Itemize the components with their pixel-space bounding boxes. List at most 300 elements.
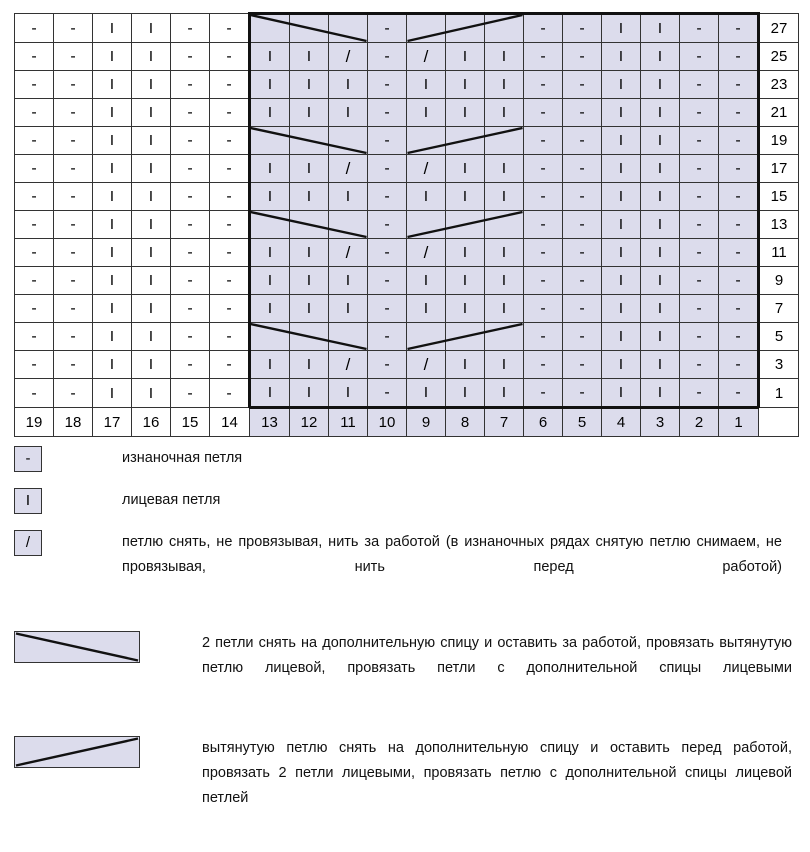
cell-purl: - [15,295,54,323]
cell-knit: I [641,379,680,408]
cell-purl: - [368,127,407,155]
cell-knit: I [250,379,290,408]
cell-cable-front [407,323,446,351]
cell-knit: I [485,71,524,99]
chart-row [15,155,799,183]
cell-knit: I [329,295,368,323]
cell-knit: I [132,239,171,267]
stitch-number: 9 [407,408,446,437]
cell-purl: - [368,351,407,379]
cell-knit: I [132,71,171,99]
cell-purl: - [719,211,759,239]
cell-purl: - [719,323,759,351]
stitch-number: 2 [680,408,719,437]
cell-knit: I [93,211,132,239]
cell-purl: - [719,267,759,295]
legend-item [14,736,796,836]
spacer [759,408,799,437]
cell-purl: - [719,71,759,99]
stitch-number: 7 [485,408,524,437]
cell-purl: - [368,379,407,408]
legend-item [14,530,796,605]
cell-slip: / [407,239,446,267]
chart-row [15,43,799,71]
cell-knit: I [641,14,680,43]
cell-knit: I [446,71,485,99]
cell-purl: - [680,71,719,99]
chart-row [15,71,799,99]
row-number: 19 [759,127,799,155]
legend-description: 2 петли снять на дополнительную спицу и оставить за работой, провязать вытянутую петлю лицевой, провязать петли с дополнительной спицы лицевыми [202,635,792,676]
cell-knit: I [93,14,132,43]
stitch-number: 12 [290,408,329,437]
cell-knit: I [290,99,329,127]
cell-knit: I [641,99,680,127]
cell-purl: - [680,295,719,323]
stitch-number: 4 [602,408,641,437]
cell-purl: - [719,239,759,267]
cell-knit: I [290,351,329,379]
cell-slip: / [329,43,368,71]
row-number: 5 [759,323,799,351]
cell-purl: - [54,183,93,211]
stitch-number: 19 [15,408,54,437]
cell-knit: I [329,99,368,127]
cell-knit: I [132,14,171,43]
cell-knit: I [250,351,290,379]
cell-knit: I [446,99,485,127]
cell-knit: I [485,99,524,127]
cell-knit: I [132,43,171,71]
cell-knit: I [329,71,368,99]
cell-purl: - [15,267,54,295]
cell-purl: - [524,127,563,155]
cell-knit: I [93,323,132,351]
cell-purl: - [54,155,93,183]
cell-purl: - [171,43,210,71]
cell-purl: - [524,295,563,323]
cell-knit: I [407,379,446,408]
row-number: 27 [759,14,799,43]
cell-knit: I [485,155,524,183]
cell-purl: - [15,351,54,379]
cell-purl: - [54,127,93,155]
chart-row [15,183,799,211]
cell-knit: I [446,267,485,295]
cell-purl: - [680,43,719,71]
cell-knit: I [485,239,524,267]
chart-legend [14,446,796,852]
cell-knit: I [407,267,446,295]
cell-purl: - [171,295,210,323]
cell-knit: I [485,295,524,323]
cell-knit: I [446,183,485,211]
cell-knit: I [602,14,641,43]
cell-knit: I [407,99,446,127]
cell-knit: I [132,379,171,408]
cell-purl: - [719,183,759,211]
cell-purl: - [15,99,54,127]
legend-symbol-slip: / [14,530,42,556]
cell-empty [290,127,329,155]
cell-purl: - [54,43,93,71]
cell-knit: I [602,267,641,295]
cell-purl: - [15,71,54,99]
cell-purl: - [524,323,563,351]
cell-purl: - [563,43,602,71]
cell-purl: - [719,295,759,323]
cell-purl: - [15,43,54,71]
cell-knit: I [641,127,680,155]
cell-knit: I [602,211,641,239]
cell-purl: - [368,211,407,239]
cell-purl: - [171,99,210,127]
cell-purl: - [15,323,54,351]
chart-row [15,379,799,408]
cell-knit: I [641,295,680,323]
cell-purl: - [171,379,210,408]
row-number: 13 [759,211,799,239]
cell-knit: I [641,155,680,183]
cell-knit: I [290,379,329,408]
cell-knit: I [132,211,171,239]
cell-purl: - [680,99,719,127]
cell-slip: / [329,155,368,183]
cell-knit: I [407,71,446,99]
cell-purl: - [368,43,407,71]
cell-purl: - [563,127,602,155]
cell-purl: - [680,267,719,295]
cell-empty [290,211,329,239]
cell-knit: I [602,239,641,267]
cell-purl: - [15,239,54,267]
cell-slip: / [407,43,446,71]
cell-knit: I [602,155,641,183]
cell-purl: - [680,379,719,408]
cell-knit: I [132,99,171,127]
cell-purl: - [524,14,563,43]
cell-purl: - [54,379,93,408]
cell-purl: - [171,71,210,99]
cell-purl: - [54,71,93,99]
cell-empty [485,211,524,239]
cell-knit: I [641,183,680,211]
cell-purl: - [368,99,407,127]
cell-knit: I [290,239,329,267]
legend-symbol-purl: - [14,446,42,472]
cell-purl: - [563,351,602,379]
cell-purl: - [524,379,563,408]
cell-purl: - [680,239,719,267]
cell-cable-back [250,211,290,239]
cell-purl: - [171,267,210,295]
cell-purl: - [368,295,407,323]
cell-knit: I [290,183,329,211]
row-number: 23 [759,71,799,99]
cell-knit: I [602,351,641,379]
cell-purl: - [15,183,54,211]
cell-knit: I [250,183,290,211]
legend-item [14,631,796,706]
cell-knit: I [407,183,446,211]
cell-knit: I [641,267,680,295]
stitch-number: 6 [524,408,563,437]
row-number: 3 [759,351,799,379]
cell-purl: - [15,211,54,239]
cell-purl: - [563,379,602,408]
cell-purl: - [54,295,93,323]
chart-row [15,323,799,351]
cell-empty [485,127,524,155]
legend-item [14,488,796,514]
cell-knit: I [485,351,524,379]
cell-knit: I [93,71,132,99]
cell-knit: I [132,351,171,379]
cell-knit: I [93,127,132,155]
cell-purl: - [524,71,563,99]
cell-cable-front [407,14,446,43]
cell-knit: I [250,239,290,267]
cell-purl: - [719,14,759,43]
cell-purl: - [368,267,407,295]
cell-knit: I [93,379,132,408]
cell-knit: I [602,127,641,155]
cell-knit: I [250,295,290,323]
chart-row [15,99,799,127]
cell-knit: I [93,183,132,211]
row-number: 21 [759,99,799,127]
cell-purl: - [54,211,93,239]
cell-purl: - [719,99,759,127]
cell-knit: I [602,71,641,99]
cell-purl: - [680,211,719,239]
cell-purl: - [15,379,54,408]
cell-cable-back [250,14,290,43]
cell-slip: / [407,351,446,379]
cell-purl: - [171,155,210,183]
cell-knit: I [132,295,171,323]
cell-knit: I [446,43,485,71]
cell-purl: - [524,99,563,127]
cell-purl: - [171,211,210,239]
legend-symbol-cable-front [14,736,140,768]
cell-purl: - [54,267,93,295]
cell-knit: I [641,211,680,239]
row-number: 15 [759,183,799,211]
cell-purl: - [719,155,759,183]
cell-purl: - [524,267,563,295]
row-number: 11 [759,239,799,267]
cell-purl: - [563,211,602,239]
chart-row [15,351,799,379]
cell-purl: - [680,183,719,211]
cell-purl: - [171,351,210,379]
cell-purl: - [210,267,250,295]
stitch-number: 14 [210,408,250,437]
cell-knit: I [132,127,171,155]
row-number: 17 [759,155,799,183]
cell-knit: I [446,155,485,183]
cell-purl: - [210,183,250,211]
cell-knit: I [641,323,680,351]
cell-knit: I [93,99,132,127]
cell-empty [446,323,485,351]
cell-knit: I [93,267,132,295]
cell-purl: - [210,14,250,43]
cell-purl: - [210,323,250,351]
cell-purl: - [368,239,407,267]
legend-description: вытянутую петлю снять на дополнительную спицу и оставить перед работой, провязать 2 петли лицевыми, провязать петлю с дополнительной спицы лицевой петлей [202,740,792,806]
cell-knit: I [250,267,290,295]
chart-row [15,267,799,295]
cell-purl: - [15,127,54,155]
cell-purl: - [563,71,602,99]
cell-purl: - [210,211,250,239]
cell-knit: I [407,295,446,323]
cell-purl: - [368,155,407,183]
row-number: 9 [759,267,799,295]
cell-cable-front [407,211,446,239]
cell-knit: I [93,295,132,323]
chart-row [15,295,799,323]
cell-knit: I [93,351,132,379]
cell-knit: I [250,155,290,183]
cell-purl: - [368,183,407,211]
cell-empty [329,14,368,43]
cell-purl: - [171,14,210,43]
cell-purl: - [680,323,719,351]
cell-purl: - [524,183,563,211]
cell-purl: - [563,183,602,211]
legend-symbol-knit: I [14,488,42,514]
row-number: 7 [759,295,799,323]
stitch-number: 13 [250,408,290,437]
cell-knit: I [250,71,290,99]
cell-knit: I [485,183,524,211]
cell-purl: - [524,155,563,183]
cell-knit: I [290,295,329,323]
cell-purl: - [54,14,93,43]
cell-purl: - [524,43,563,71]
cell-knit: I [290,71,329,99]
cable-back-icon [15,632,139,662]
cell-slip: / [407,155,446,183]
chart-row [15,127,799,155]
cell-knit: I [446,295,485,323]
chart-grid [14,12,799,437]
chart-row [15,14,799,43]
cell-purl: - [719,379,759,408]
cell-knit: I [641,239,680,267]
legend-item [14,446,796,472]
cell-purl: - [563,14,602,43]
cell-purl: - [171,183,210,211]
stitch-number: 1 [719,408,759,437]
cell-knit: I [132,183,171,211]
stitch-number: 5 [563,408,602,437]
cell-purl: - [210,351,250,379]
cell-purl: - [210,295,250,323]
cell-empty [485,14,524,43]
cell-knit: I [602,43,641,71]
cell-purl: - [210,71,250,99]
cell-purl: - [54,239,93,267]
stitch-number: 8 [446,408,485,437]
cell-empty [446,127,485,155]
cell-empty [485,323,524,351]
cell-purl: - [210,379,250,408]
cell-purl: - [563,323,602,351]
cell-purl: - [210,155,250,183]
cell-knit: I [602,379,641,408]
cell-knit: I [446,239,485,267]
cell-knit: I [602,99,641,127]
chart-row [15,211,799,239]
cell-purl: - [719,127,759,155]
cell-purl: - [171,239,210,267]
cell-empty [446,14,485,43]
cell-purl: - [680,127,719,155]
cell-knit: I [602,295,641,323]
cell-purl: - [719,43,759,71]
cell-cable-front [407,127,446,155]
cell-knit: I [485,267,524,295]
cell-purl: - [563,295,602,323]
cell-purl: - [563,267,602,295]
cell-purl: - [524,211,563,239]
cell-knit: I [250,43,290,71]
cell-knit: I [329,267,368,295]
cell-purl: - [54,351,93,379]
cell-knit: I [132,323,171,351]
stitch-number: 16 [132,408,171,437]
cell-purl: - [680,351,719,379]
stitch-number: 18 [54,408,93,437]
cell-empty [329,211,368,239]
cell-purl: - [210,239,250,267]
cell-purl: - [54,99,93,127]
cell-knit: I [290,155,329,183]
cell-purl: - [15,155,54,183]
cell-knit: I [329,379,368,408]
cell-purl: - [680,14,719,43]
cell-knit: I [132,267,171,295]
cell-knit: I [641,71,680,99]
cell-knit: I [485,43,524,71]
stitch-number: 3 [641,408,680,437]
cell-empty [290,323,329,351]
row-number: 25 [759,43,799,71]
cell-knit: I [446,379,485,408]
chart-row [15,239,799,267]
cell-knit: I [290,267,329,295]
stitch-number: 17 [93,408,132,437]
stitch-number: 10 [368,408,407,437]
cell-purl: - [210,127,250,155]
stitch-number: 15 [171,408,210,437]
stitch-number-row [15,408,799,437]
cell-purl: - [15,14,54,43]
cell-knit: I [446,351,485,379]
legend-description: изнаночная петля [122,450,243,466]
cell-purl: - [563,155,602,183]
cell-empty [329,127,368,155]
cell-purl: - [563,239,602,267]
cell-knit: I [93,43,132,71]
cable-front-icon [15,737,139,767]
cell-knit: I [93,239,132,267]
cell-purl: - [171,323,210,351]
